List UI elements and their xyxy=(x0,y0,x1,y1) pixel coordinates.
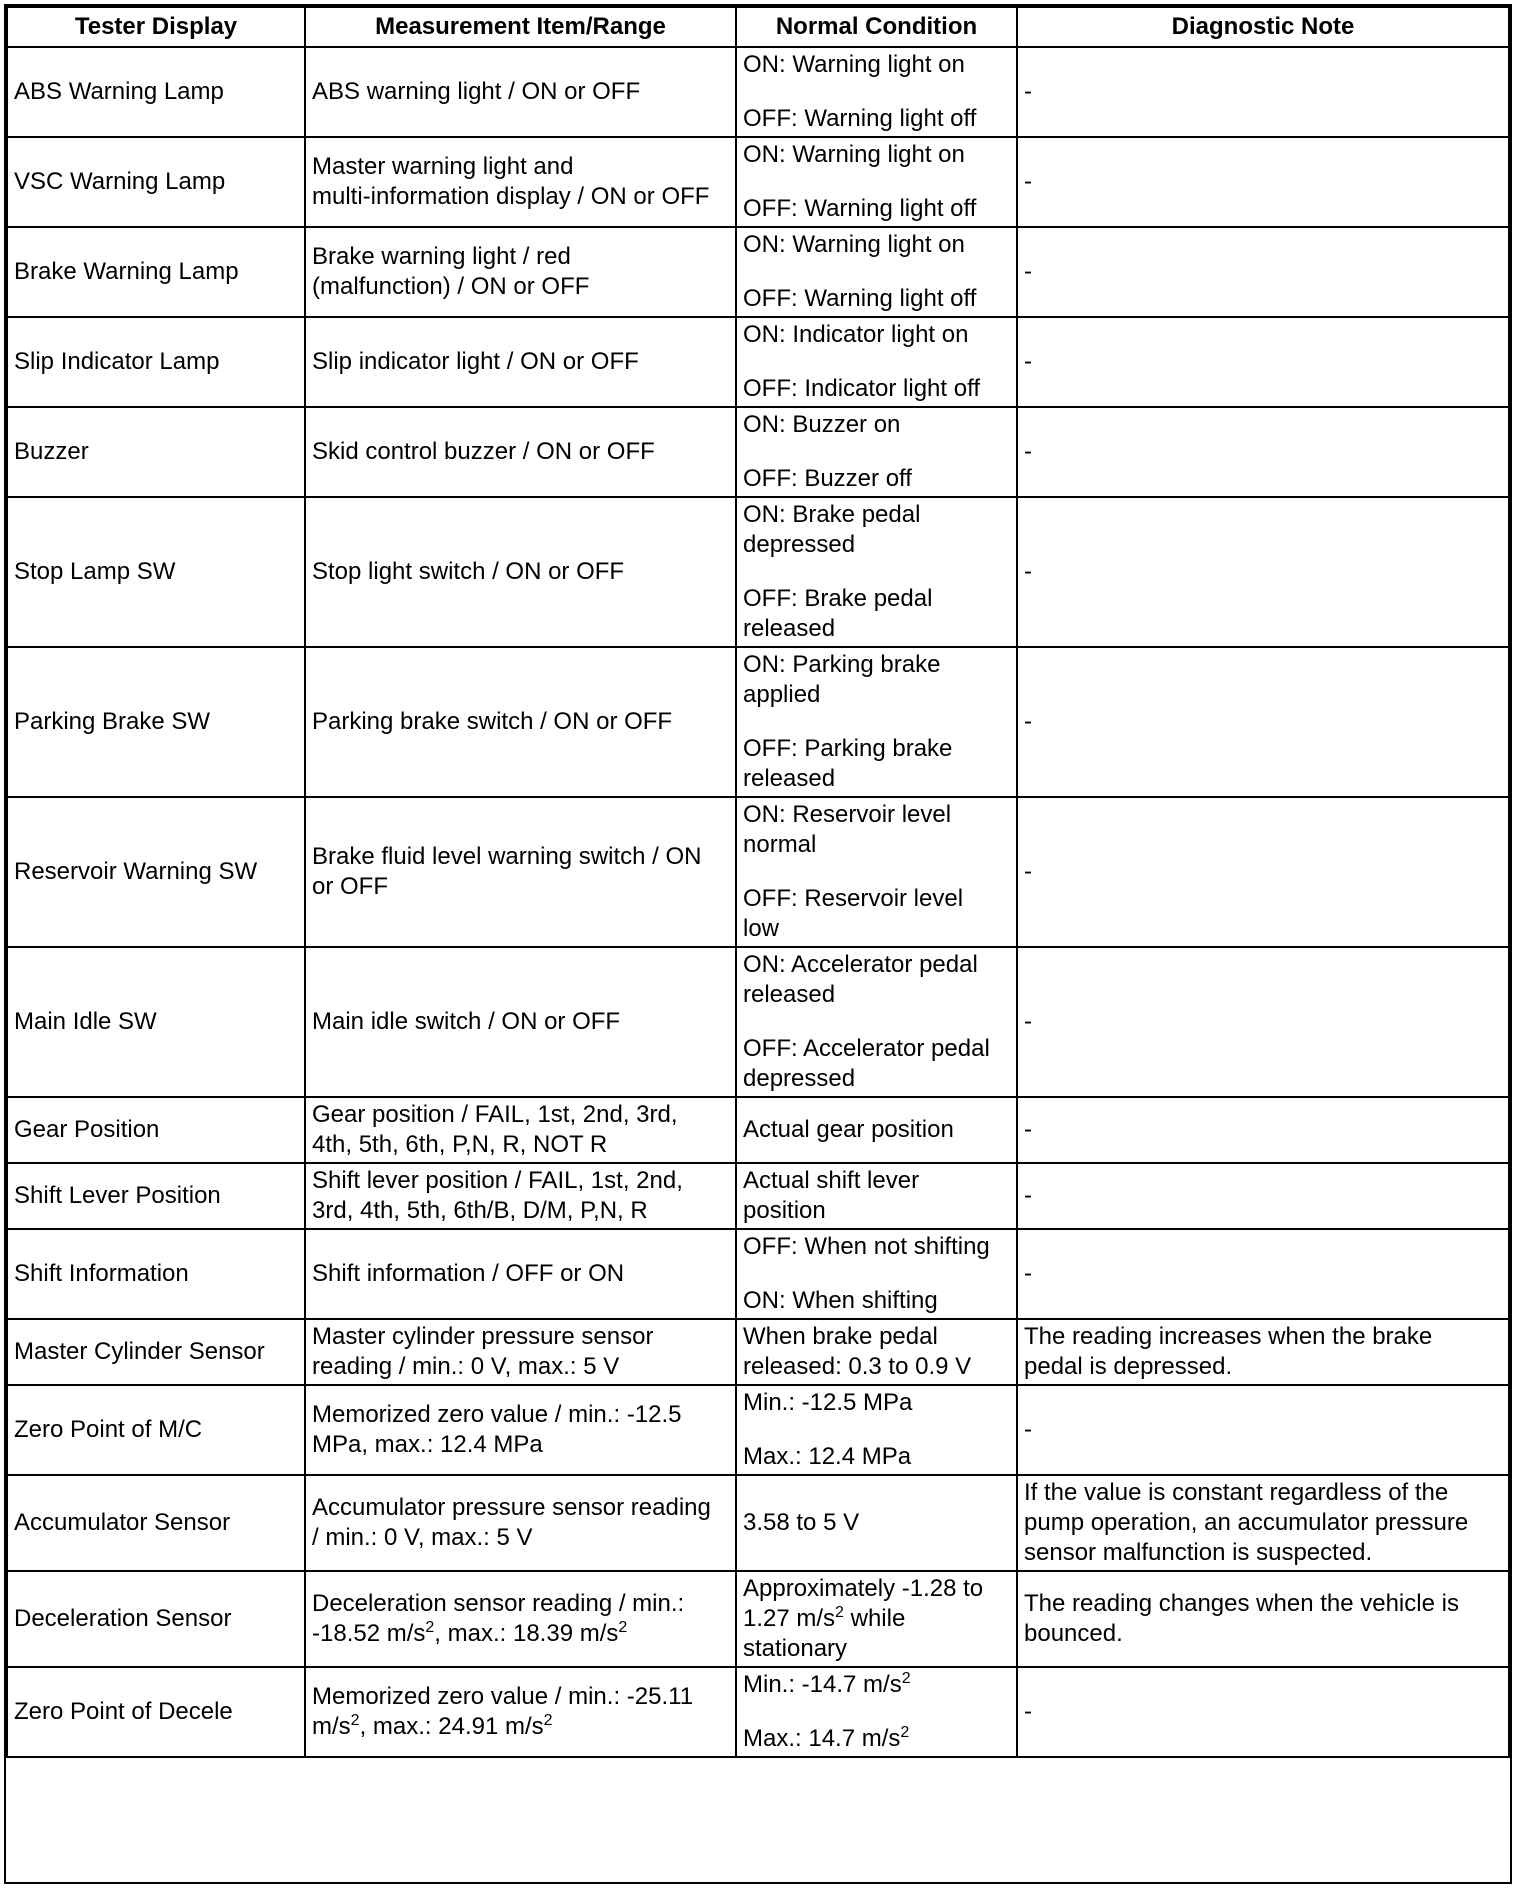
tester-display-cell: Reservoir Warning SW xyxy=(7,797,305,947)
header-normal-condition: Normal Condition xyxy=(736,7,1017,47)
diagnostic-note-cell: The reading increases when the brake pedal is depressed. xyxy=(1017,1319,1509,1385)
table-row xyxy=(7,1229,1509,1319)
normal-condition-cell xyxy=(736,1475,1017,1571)
condition-line: ON: Indicator light on xyxy=(743,321,969,348)
condition-line: OFF: Reservoir level low xyxy=(743,885,964,942)
measurement-item-cell: Brake fluid level warning switch / ON or OFF xyxy=(305,797,736,947)
header-measurement-item: Measurement Item/Range xyxy=(305,7,736,47)
condition-line: ON: Reservoir level normal xyxy=(743,801,952,858)
condition-line: OFF: Warning light off xyxy=(743,195,977,222)
diagnostic-note-cell: The reading changes when the vehicle is bounced. xyxy=(1017,1571,1509,1667)
diagnostic-note-cell: - xyxy=(1017,1163,1509,1229)
tester-display-cell: Main Idle SW xyxy=(7,947,305,1097)
table-row xyxy=(7,1385,1509,1475)
measurement-item-cell: ABS warning light / ON or OFF xyxy=(305,47,736,137)
measurement-item-cell: Memorized zero value / min.: -12.5 MPa, max.: 12.4 MPa xyxy=(305,1385,736,1475)
table-row xyxy=(7,1319,1509,1385)
table-row xyxy=(7,227,1509,317)
condition-line: ON: Parking brake applied xyxy=(743,651,941,708)
measurement-item-cell: Shift lever position / FAIL, 1st, 2nd, 3rd, 4th, 5th, 6th/B, D/M, P,N, R xyxy=(305,1163,736,1229)
condition-line: ON: Brake pedal depressed xyxy=(743,501,921,558)
tester-display-cell: Stop Lamp SW xyxy=(7,497,305,647)
condition-line: OFF: Warning light off xyxy=(743,285,977,312)
condition-line: ON: Buzzer on xyxy=(743,411,901,438)
measurement-item-cell: Accumulator pressure sensor reading / min.: 0 V, max.: 5 V xyxy=(305,1475,736,1571)
tester-display-cell: Buzzer xyxy=(7,407,305,497)
measurement-item-cell: Master cylinder pressure sensor reading / min.: 0 V, max.: 5 V xyxy=(305,1319,736,1385)
normal-condition-cell xyxy=(736,227,1017,317)
condition-line: Approximately -1.28 to 1.27 $m/s^2$ while stationary xyxy=(743,1575,984,1662)
tester-display-cell: Deceleration Sensor xyxy=(7,1571,305,1667)
condition-line: Min.: -14.7 $m/s^2$ xyxy=(743,1670,911,1698)
table-row xyxy=(7,947,1509,1097)
tester-display-cell: Parking Brake SW xyxy=(7,647,305,797)
condition-line: OFF: Warning light off xyxy=(743,105,977,132)
condition-line: Actual shift lever position xyxy=(743,1167,920,1224)
diagnostic-note-cell: - xyxy=(1017,137,1509,227)
tester-display-cell: Shift Information xyxy=(7,1229,305,1319)
normal-condition-cell xyxy=(736,797,1017,947)
tester-display-cell: Brake Warning Lamp xyxy=(7,227,305,317)
measurement-item-cell: Shift information / OFF or ON xyxy=(305,1229,736,1319)
normal-condition-cell xyxy=(736,1229,1017,1319)
table-row xyxy=(7,1163,1509,1229)
normal-condition-cell xyxy=(736,1667,1017,1757)
tester-display-cell: Zero Point of Decele xyxy=(7,1667,305,1757)
header-tester-display: Tester Display xyxy=(7,7,305,47)
normal-condition-cell xyxy=(736,1319,1017,1385)
normal-condition-cell xyxy=(736,47,1017,137)
condition-line: ON: Warning light on xyxy=(743,51,965,78)
condition-line: ON: When shifting xyxy=(743,1287,938,1314)
measurement-item-cell: Parking brake switch / ON or OFF xyxy=(305,647,736,797)
diagnostic-note-cell: - xyxy=(1017,1667,1509,1757)
condition-line: ON: Warning light on xyxy=(743,231,965,258)
diagnostic-note-cell: - xyxy=(1017,1229,1509,1319)
condition-line: When brake pedal released: 0.3 to 0.9 V xyxy=(743,1323,972,1380)
tester-display-cell: Zero Point of M/C xyxy=(7,1385,305,1475)
table-body xyxy=(7,47,1509,1757)
normal-condition-cell xyxy=(736,407,1017,497)
measurement-item-cell: Master warning light and multi-information display / ON or OFF xyxy=(305,137,736,227)
tester-display-cell: Shift Lever Position xyxy=(7,1163,305,1229)
measurement-item-cell: Skid control buzzer / ON or OFF xyxy=(305,407,736,497)
header-diagnostic-note: Diagnostic Note xyxy=(1017,7,1509,47)
header-row xyxy=(7,7,1509,47)
diagnostic-note-cell: - xyxy=(1017,647,1509,797)
condition-line: OFF: Buzzer off xyxy=(743,465,912,492)
tester-display-cell: ABS Warning Lamp xyxy=(7,47,305,137)
tester-display-cell: VSC Warning Lamp xyxy=(7,137,305,227)
table-row xyxy=(7,317,1509,407)
normal-condition-cell xyxy=(736,947,1017,1097)
tester-display-cell: Gear Position xyxy=(7,1097,305,1163)
condition-line: 3.58 to 5 V xyxy=(743,1509,860,1536)
table-row xyxy=(7,1667,1509,1757)
diagnostic-note-cell: - xyxy=(1017,317,1509,407)
measurement-item-cell: Main idle switch / ON or OFF xyxy=(305,947,736,1097)
table-row xyxy=(7,497,1509,647)
normal-condition-cell xyxy=(736,497,1017,647)
measurement-item-cell: Stop light switch / ON or OFF xyxy=(305,497,736,647)
table-row xyxy=(7,407,1509,497)
table-header xyxy=(7,7,1509,47)
normal-condition-cell xyxy=(736,1571,1017,1667)
diagnostic-note-cell: - xyxy=(1017,497,1509,647)
normal-condition-cell xyxy=(736,1163,1017,1229)
normal-condition-cell xyxy=(736,317,1017,407)
table-row xyxy=(7,797,1509,947)
diagnostic-note-cell: - xyxy=(1017,1097,1509,1163)
measurement-item-cell: Deceleration sensor reading / min.: -18.52 $m/s^2$, max.: 18.39 $m/s^2$ xyxy=(305,1571,736,1667)
diagnostic-note-cell: - xyxy=(1017,407,1509,497)
condition-line: Max.: 12.4 MPa xyxy=(743,1443,912,1470)
measurement-item-cell: Gear position / FAIL, 1st, 2nd, 3rd, 4th, 5th, 6th, P,N, R, NOT R xyxy=(305,1097,736,1163)
condition-line: OFF: Brake pedal released xyxy=(743,585,933,642)
table-row xyxy=(7,1097,1509,1163)
measurement-item-cell: Brake warning light / red (malfunction) / ON or OFF xyxy=(305,227,736,317)
table-row xyxy=(7,137,1509,227)
condition-line: ON: Warning light on xyxy=(743,141,965,168)
condition-line: OFF: Indicator light off xyxy=(743,375,980,402)
condition-line: Actual gear position xyxy=(743,1116,954,1143)
tester-display-cell: Slip Indicator Lamp xyxy=(7,317,305,407)
condition-line: ON: Accelerator pedal released xyxy=(743,951,978,1008)
condition-line: OFF: Parking brake released xyxy=(743,735,953,792)
table-row xyxy=(7,1571,1509,1667)
diagnostic-note-cell: - xyxy=(1017,227,1509,317)
measurement-item-cell: Memorized zero value / min.: -25.11 $m/s^2$, max.: 24.91 $m/s^2$ xyxy=(305,1667,736,1757)
table-row xyxy=(7,47,1509,137)
condition-line: OFF: Accelerator pedal depressed xyxy=(743,1035,990,1092)
data-list-table xyxy=(6,6,1510,1758)
tester-display-cell: Master Cylinder Sensor xyxy=(7,1319,305,1385)
diagnostic-note-cell: If the value is constant regardless of the pump operation, an accumulator pressure sensor malfunction is suspected. xyxy=(1017,1475,1509,1571)
measurement-item-cell: Slip indicator light / ON or OFF xyxy=(305,317,736,407)
condition-line: Max.: 14.7 $m/s^2$ xyxy=(743,1724,910,1752)
table-row xyxy=(7,1475,1509,1571)
normal-condition-cell xyxy=(736,647,1017,797)
diagnostic-note-cell: - xyxy=(1017,1385,1509,1475)
table-row xyxy=(7,647,1509,797)
normal-condition-cell xyxy=(736,1385,1017,1475)
normal-condition-cell xyxy=(736,1097,1017,1163)
condition-line: OFF: When not shifting xyxy=(743,1233,990,1260)
condition-line: Min.: -12.5 MPa xyxy=(743,1389,913,1416)
diagnostic-note-cell: - xyxy=(1017,797,1509,947)
diagnostic-note-cell: - xyxy=(1017,47,1509,137)
tester-display-cell: Accumulator Sensor xyxy=(7,1475,305,1571)
diagnostic-note-cell: - xyxy=(1017,947,1509,1097)
normal-condition-cell xyxy=(736,137,1017,227)
